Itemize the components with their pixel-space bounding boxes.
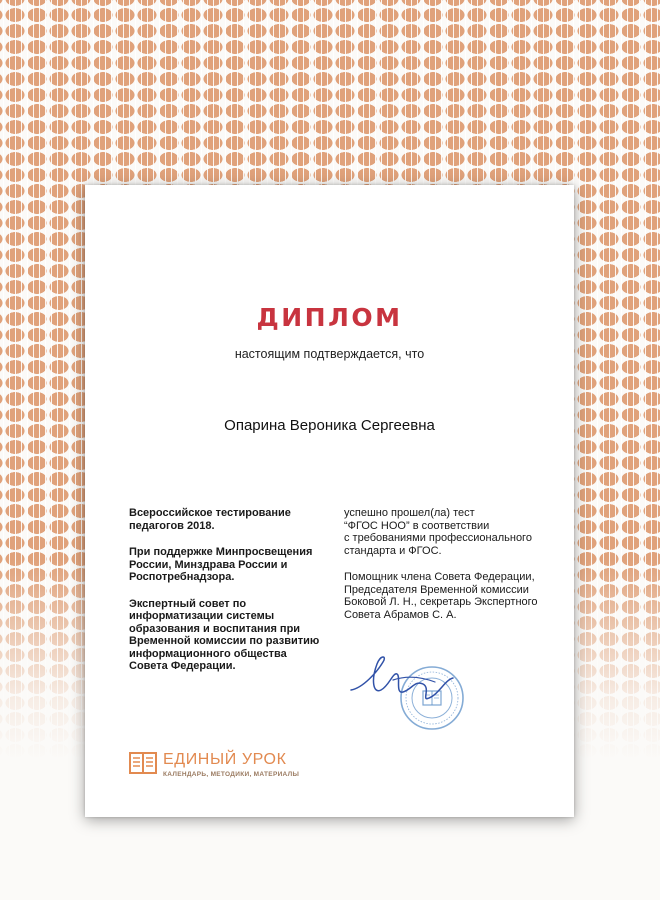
signatory-paragraph: Помощник члена Совета Федерации, Председателя Временной комиссии Боковой Л. Н., секретарь Экспертного Совета Абрамов С. А. <box>344 571 538 621</box>
signature-icon <box>343 650 463 720</box>
support-paragraph: При поддержке Минпросвещения России, Минздрава России и Роспотребнадзора. <box>129 546 313 583</box>
book-icon <box>129 751 157 775</box>
diploma-subtitle: настоящим подтверждается, что <box>234 347 425 361</box>
logo-tagline: КАЛЕНДАРЬ, МЕТОДИКИ, МАТЕРИАЛЫ <box>163 771 300 778</box>
council-paragraph: Экспертный совет по информатизации системы образования и воспитания при Временной комиссии по развитию информационного общества Совета Федерации. <box>129 597 320 672</box>
recipient-name: Опарина Вероника Сергеевна <box>224 417 435 434</box>
diploma-sheet <box>85 185 574 817</box>
diploma-title: ДИПЛОМ <box>256 303 403 332</box>
logo-name: ЕДИНЫЙ УРОК <box>163 751 287 768</box>
result-paragraph: успешно прошел(ла) тест “ФГОС НОО” в соответствии с требованиями профессионального стандарта и ФГОС. <box>344 507 532 557</box>
logo <box>129 751 329 785</box>
event-paragraph: Всероссийское тестирование педагогов 2018. <box>129 507 291 532</box>
left-column <box>129 507 325 687</box>
right-column <box>344 507 564 635</box>
